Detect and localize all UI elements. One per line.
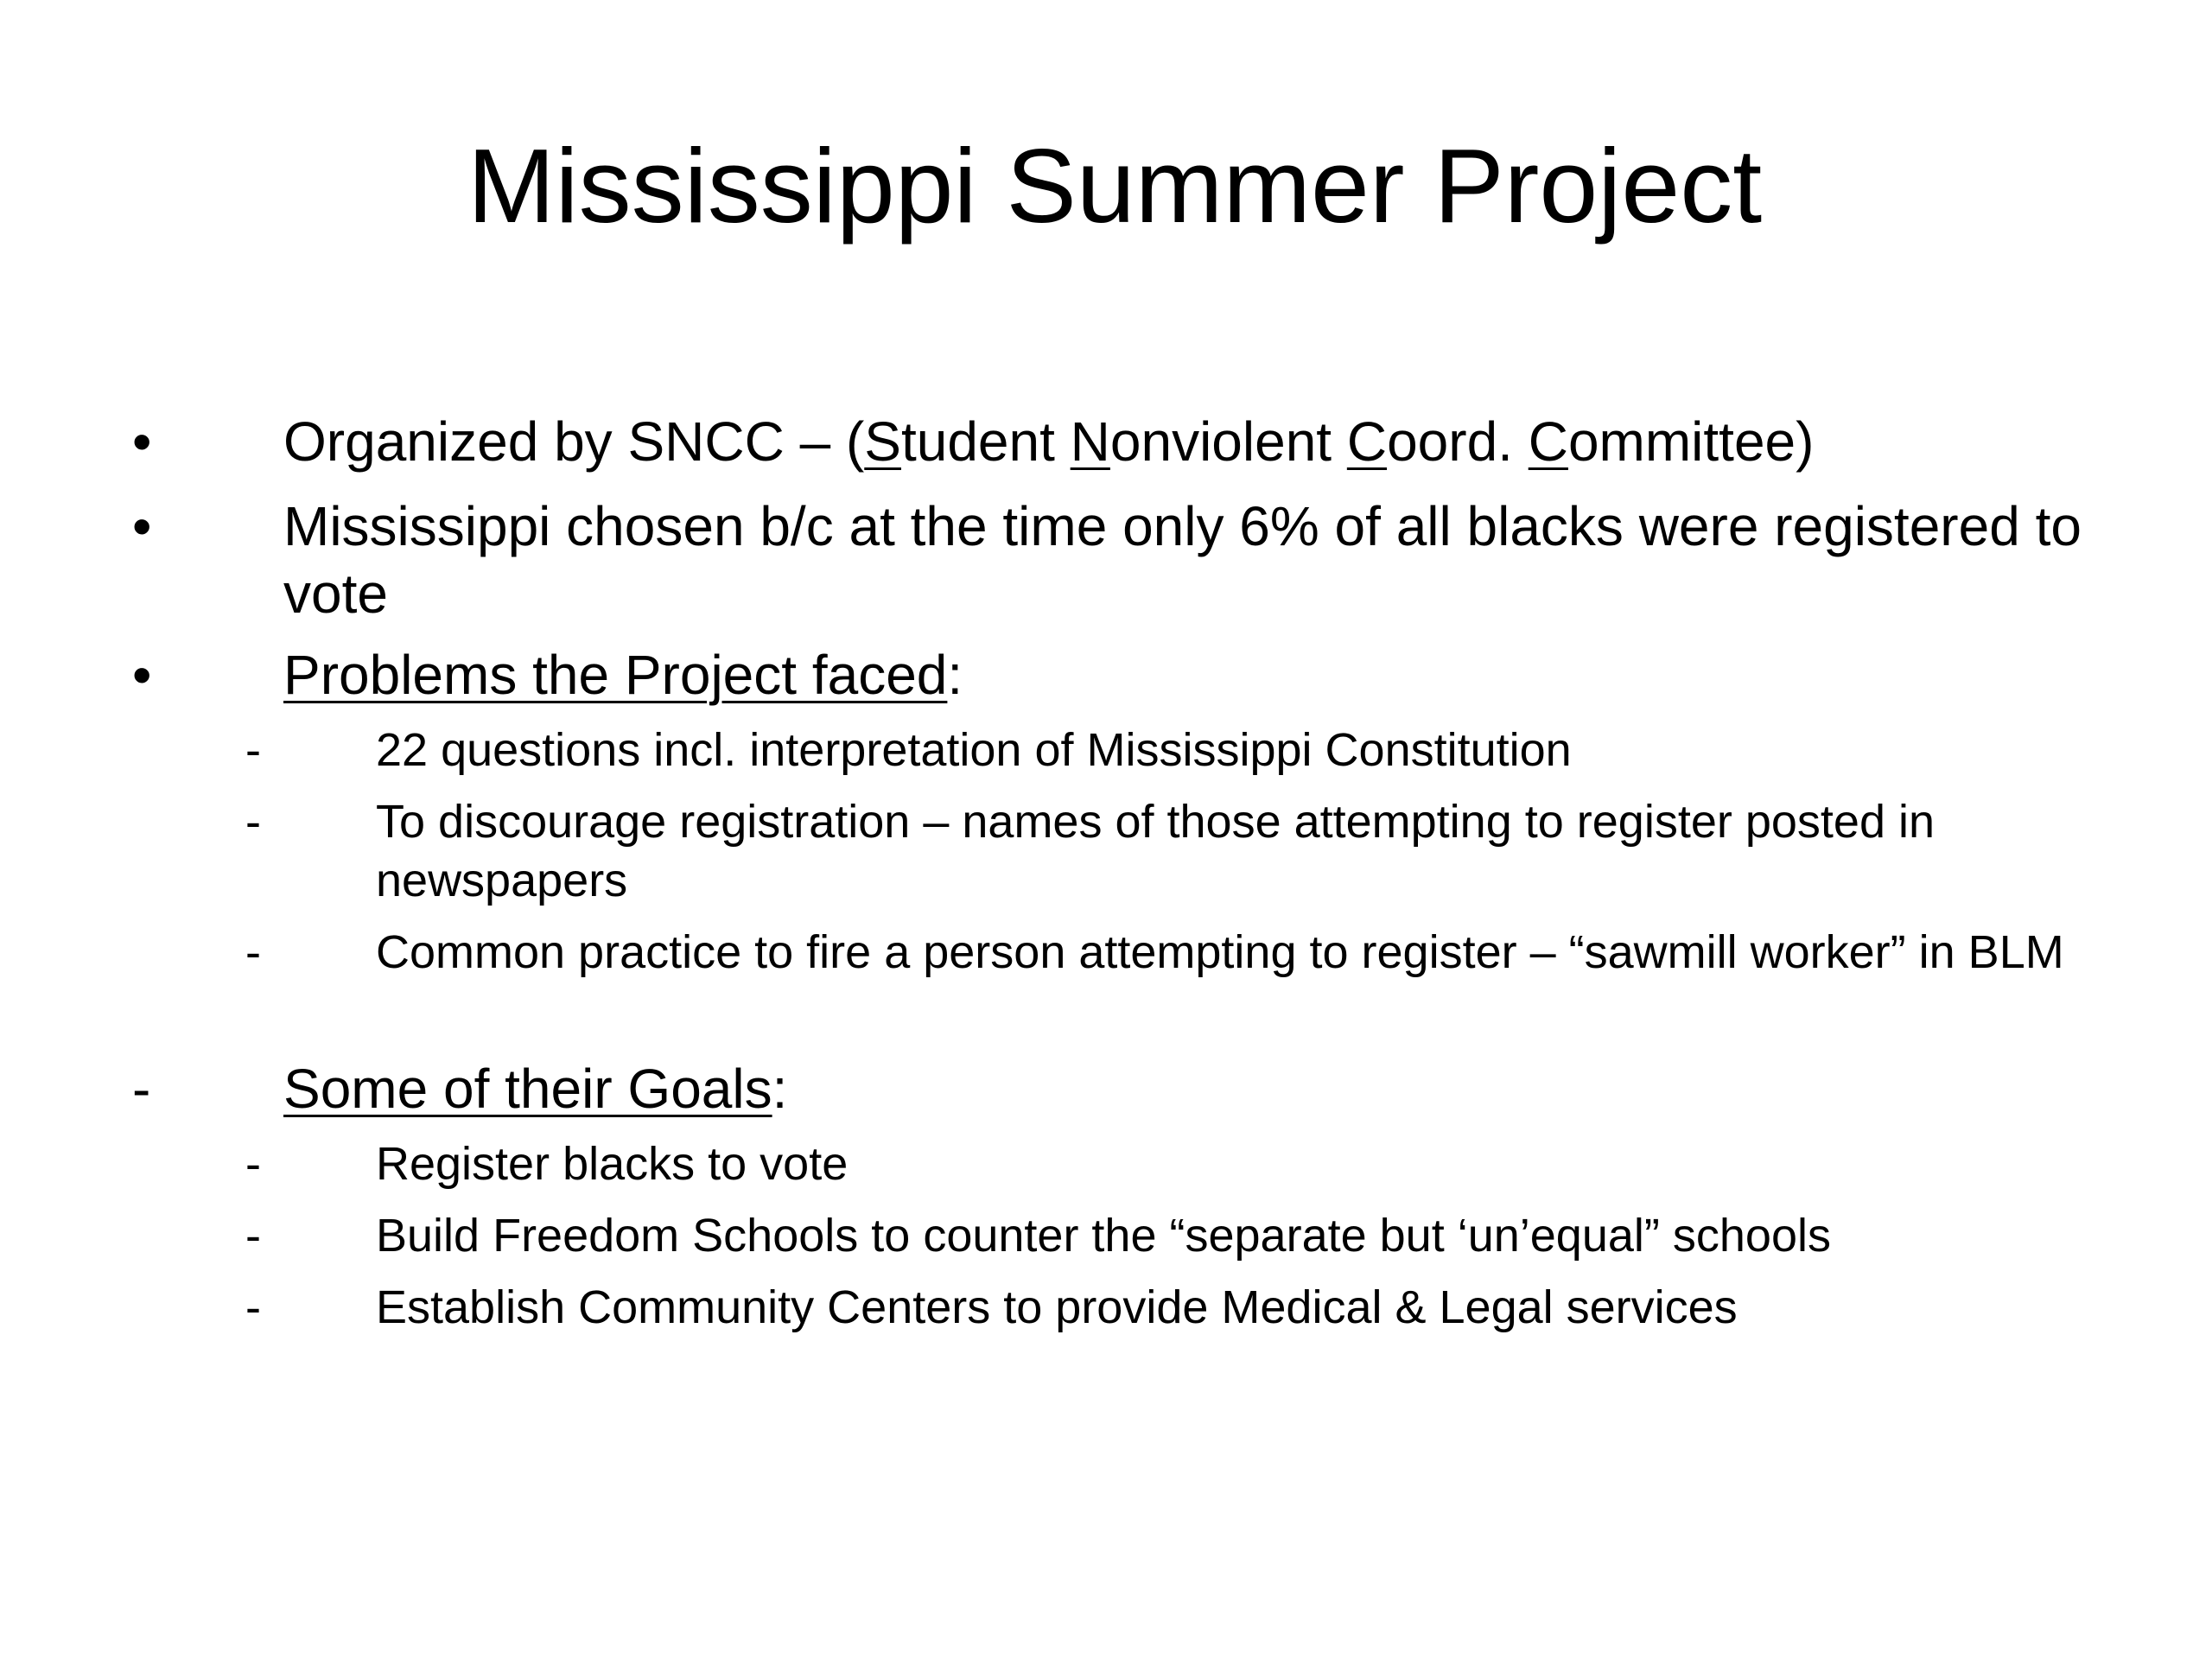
acronym-word-committee: ommittee) — [1567, 410, 1815, 473]
problem-text: 22 questions incl. interpretation of Mississippi Constitution — [376, 724, 1572, 776]
bullet-text-prefix: Organized by SNCC – ( — [283, 410, 865, 473]
acronym-letter-c1: C — [1346, 410, 1388, 473]
bullet-text — [283, 641, 2133, 709]
bullet-text — [283, 1055, 2133, 1122]
dash-marker: - — [132, 1058, 151, 1120]
bullet-text: Mississippi chosen b/c at the time only 6% of all blacks were registered to vote — [283, 495, 2082, 625]
goal-text: Register blacks to vote — [376, 1138, 849, 1190]
heading-colon: : — [772, 1058, 788, 1120]
problem-text: Common practice to fire a person attempting to register – “sawmill worker” in BLM — [376, 926, 2064, 978]
acronym-word-nonviolent: onviolent — [1109, 410, 1347, 473]
acronym-word-coord: oord. — [1387, 410, 1529, 473]
bullet-marker: • — [132, 410, 152, 473]
slide-title: Mississippi Summer Project — [467, 127, 1763, 245]
acronym-letter-c2: C — [1528, 410, 1568, 473]
dash-marker: - — [245, 796, 261, 848]
dash-marker: - — [245, 724, 261, 776]
dash-marker: - — [245, 1138, 261, 1190]
acronym-letter-n: N — [1070, 410, 1110, 473]
goal-text: Establish Community Centers to provide Medical & Legal services — [376, 1281, 1738, 1333]
goals-heading: Some of their Goals — [283, 1058, 772, 1120]
problems-heading: Problems the Project faced — [283, 644, 948, 706]
bullet-marker: • — [132, 644, 152, 706]
goal-text: Build Freedom Schools to counter the “separate but ‘un’equal” schools — [376, 1210, 1831, 1262]
bullet-marker: • — [132, 495, 152, 557]
dash-marker: - — [245, 1210, 261, 1262]
dash-marker: - — [245, 926, 261, 978]
heading-colon: : — [947, 644, 963, 706]
acronym-word-student: tudent — [900, 410, 1071, 473]
problem-text: To discourage registration – names of those attempting to register posted in newspapers — [376, 796, 1936, 906]
acronym-letter-s: S — [864, 410, 901, 473]
bullet-text — [283, 408, 2133, 475]
dash-marker: - — [245, 1281, 261, 1333]
